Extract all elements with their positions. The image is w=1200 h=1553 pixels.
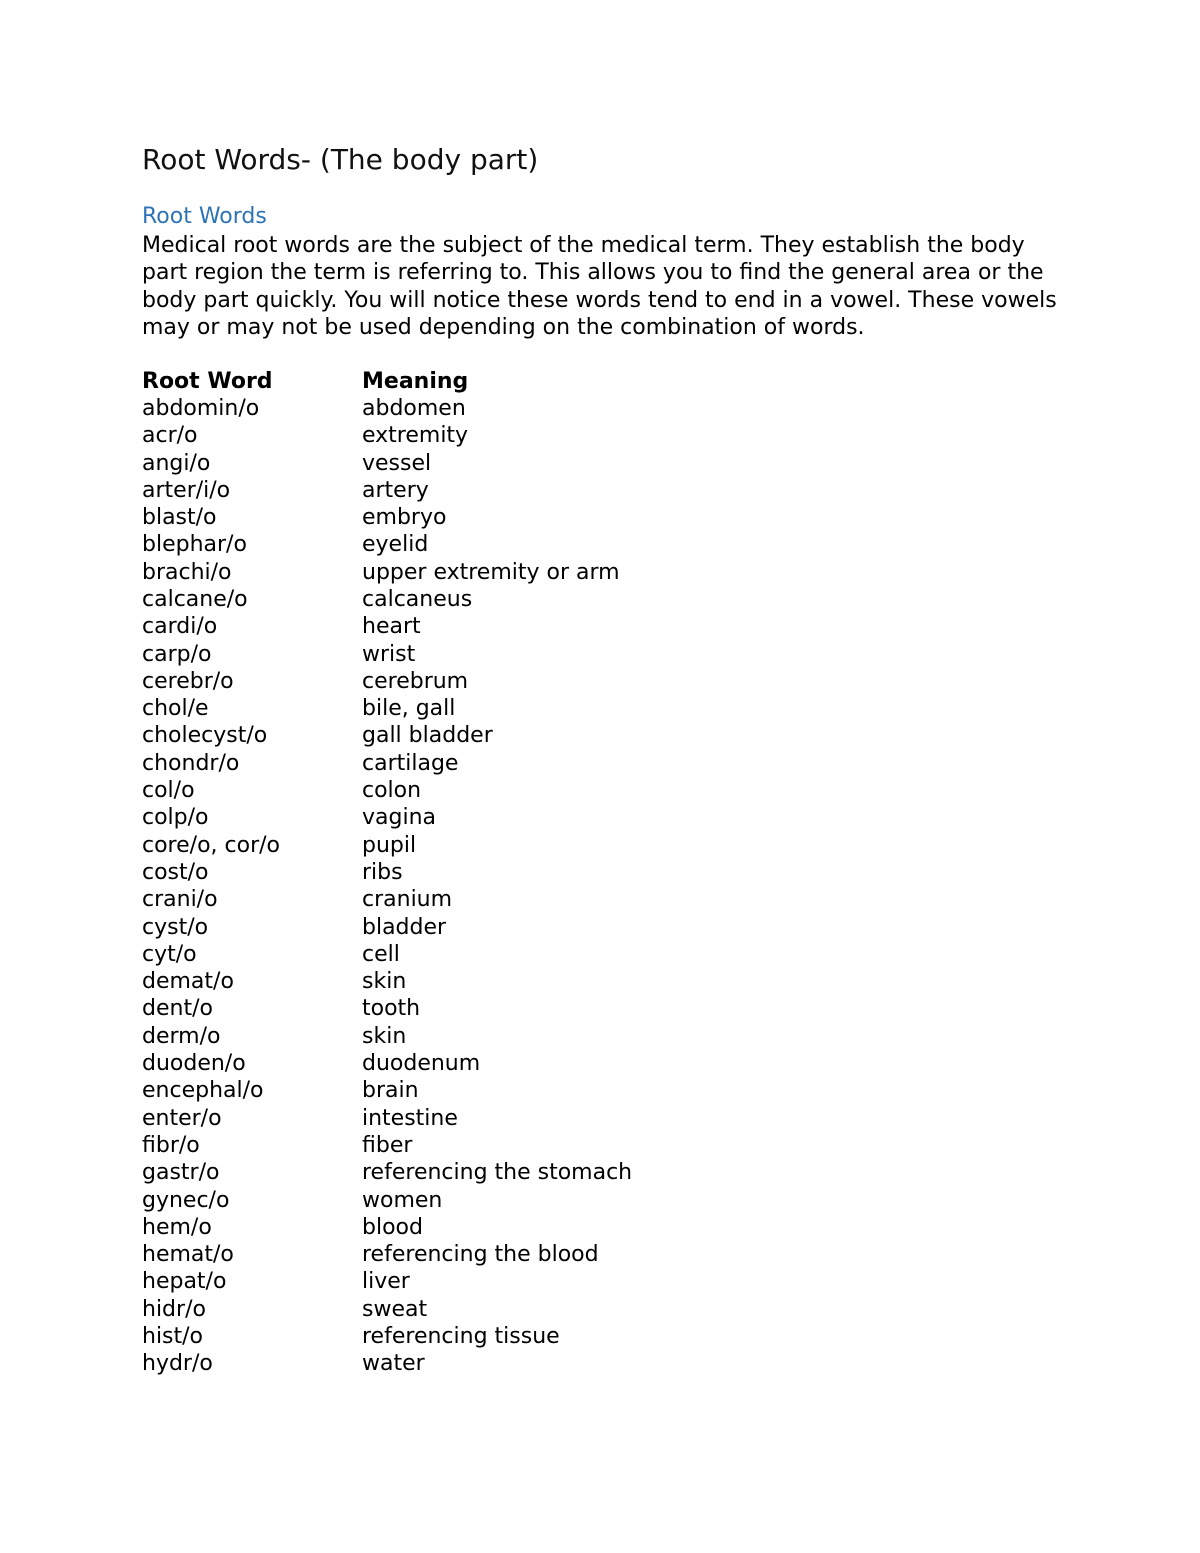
root-word-cell: angi/o [142, 450, 211, 476]
table-row [142, 832, 632, 859]
table-row [142, 722, 632, 749]
root-word-cell: chol/e [142, 696, 209, 722]
root-word-cell: fibr/o [142, 1132, 200, 1158]
root-word-cell: cerebr/o [142, 668, 234, 694]
table-row [142, 422, 632, 449]
table-row [142, 914, 632, 941]
root-word-cell: arter/i/o [142, 477, 231, 503]
meaning-cell: tooth [362, 996, 421, 1022]
table-row [142, 1187, 632, 1214]
root-word-cell: demat/o [142, 969, 234, 995]
table-row [142, 804, 632, 831]
section-heading: Root Words [142, 204, 267, 229]
meaning-cell: cell [362, 941, 400, 967]
table-row [142, 750, 632, 777]
root-word-cell: hidr/o [142, 1296, 206, 1322]
meaning-cell: colon [362, 778, 422, 804]
meaning-cell: sweat [362, 1296, 428, 1322]
meaning-cell: artery [362, 477, 429, 503]
meaning-cell: wrist [362, 641, 416, 667]
table-row [142, 613, 632, 640]
root-word-cell: derm/o [142, 1023, 221, 1049]
column-header-root-word: Root Word [142, 368, 273, 394]
meaning-cell: cerebrum [362, 668, 469, 694]
meaning-cell: intestine [362, 1105, 458, 1131]
table-row [142, 477, 632, 504]
page-title: Root Words- (The body part) [142, 143, 539, 176]
root-word-cell: duoden/o [142, 1051, 246, 1077]
root-word-cell: abdomin/o [142, 395, 260, 421]
meaning-cell: gall bladder [362, 723, 493, 749]
meaning-cell: liver [362, 1269, 410, 1295]
root-word-cell: hem/o [142, 1214, 212, 1240]
table-body [142, 395, 632, 1378]
meaning-cell: bladder [362, 914, 447, 940]
table-row [142, 1132, 632, 1159]
meaning-cell: eyelid [362, 532, 429, 558]
table-row [142, 859, 632, 886]
meaning-cell: calcaneus [362, 587, 473, 612]
root-word-cell: calcane/o [142, 587, 248, 612]
meaning-cell: vessel [362, 450, 432, 476]
table-row [142, 1023, 632, 1050]
meaning-cell: referencing the stomach [362, 1160, 633, 1186]
table-row [142, 1214, 632, 1241]
column-header-meaning: Meaning [362, 368, 469, 394]
root-word-cell: colp/o [142, 805, 209, 831]
table-row [142, 559, 632, 586]
meaning-cell: skin [362, 1023, 407, 1049]
table-row [142, 1296, 632, 1323]
table-row [142, 1105, 632, 1132]
root-word-cell: hepat/o [142, 1269, 227, 1295]
meaning-cell: vagina [362, 805, 437, 831]
table-row [142, 531, 632, 558]
root-word-cell: hist/o [142, 1324, 204, 1350]
table-row [142, 995, 632, 1022]
table-row [142, 968, 632, 995]
meaning-cell: blood [362, 1214, 423, 1240]
root-word-cell: gynec/o [142, 1187, 230, 1213]
table-row [142, 886, 632, 913]
table-row [142, 641, 632, 668]
table-row [142, 1159, 632, 1186]
table-row [142, 586, 632, 613]
meaning-cell: water [362, 1351, 425, 1377]
root-word-cell: core/o, cor/o [142, 832, 280, 858]
root-word-cell: encephal/o [142, 1078, 264, 1104]
root-word-cell: hydr/o [142, 1351, 213, 1377]
table-row [142, 1077, 632, 1104]
meaning-cell: heart [362, 614, 421, 640]
root-word-cell: cost/o [142, 859, 209, 885]
table-row [142, 1350, 632, 1377]
root-word-cell: enter/o [142, 1105, 222, 1131]
root-word-cell: blast/o [142, 505, 217, 531]
root-word-cell: chondr/o [142, 750, 240, 776]
table-row [142, 450, 632, 477]
document-page [142, 140, 1062, 1378]
meaning-cell: duodenum [362, 1051, 481, 1077]
meaning-cell: bile, gall [362, 696, 456, 722]
root-word-cell: cardi/o [142, 614, 218, 640]
root-word-cell: brachi/o [142, 559, 232, 585]
root-word-cell: hemat/o [142, 1242, 234, 1268]
table-row [142, 1268, 632, 1295]
root-word-cell: carp/o [142, 641, 212, 667]
meaning-cell: cranium [362, 887, 453, 913]
root-words-table [142, 368, 632, 1378]
root-word-cell: blephar/o [142, 532, 247, 558]
root-word-cell: crani/o [142, 887, 218, 913]
table-row [142, 777, 632, 804]
meaning-cell: skin [362, 969, 407, 995]
table-header-row [142, 368, 632, 395]
table-row [142, 695, 632, 722]
table-row [142, 1323, 632, 1350]
meaning-cell: embryo [362, 505, 447, 531]
table-row [142, 941, 632, 968]
table-row [142, 668, 632, 695]
meaning-cell: extremity [362, 423, 469, 449]
root-word-cell: cyt/o [142, 941, 197, 967]
root-word-cell: dent/o [142, 996, 213, 1022]
table-row [142, 504, 632, 531]
meaning-cell: pupil [362, 832, 417, 858]
meaning-cell: upper extremity or arm [362, 559, 620, 585]
meaning-cell: women [362, 1187, 443, 1213]
table-row [142, 1050, 632, 1077]
meaning-cell: fiber [362, 1132, 413, 1158]
meaning-cell: brain [362, 1078, 419, 1104]
table-row [142, 395, 632, 422]
meaning-cell: referencing tissue [362, 1324, 560, 1350]
meaning-cell: referencing the blood [362, 1242, 599, 1268]
root-word-cell: col/o [142, 778, 195, 804]
meaning-cell: ribs [362, 859, 403, 885]
root-word-cell: cholecyst/o [142, 723, 268, 749]
meaning-cell: cartilage [362, 750, 459, 776]
root-word-cell: acr/o [142, 423, 198, 449]
meaning-cell: abdomen [362, 395, 466, 421]
table-row [142, 1241, 632, 1268]
root-word-cell: gastr/o [142, 1160, 220, 1186]
root-word-cell: cyst/o [142, 914, 209, 940]
intro-paragraph: Medical root words are the subject of the medical term. They establish the body part region the term is referring to. This allows you to find the general area or the body part quickly. You will notice these words tend to end in a vowel. These vowels may or may not be used depending on the combination of words. [142, 233, 1057, 341]
